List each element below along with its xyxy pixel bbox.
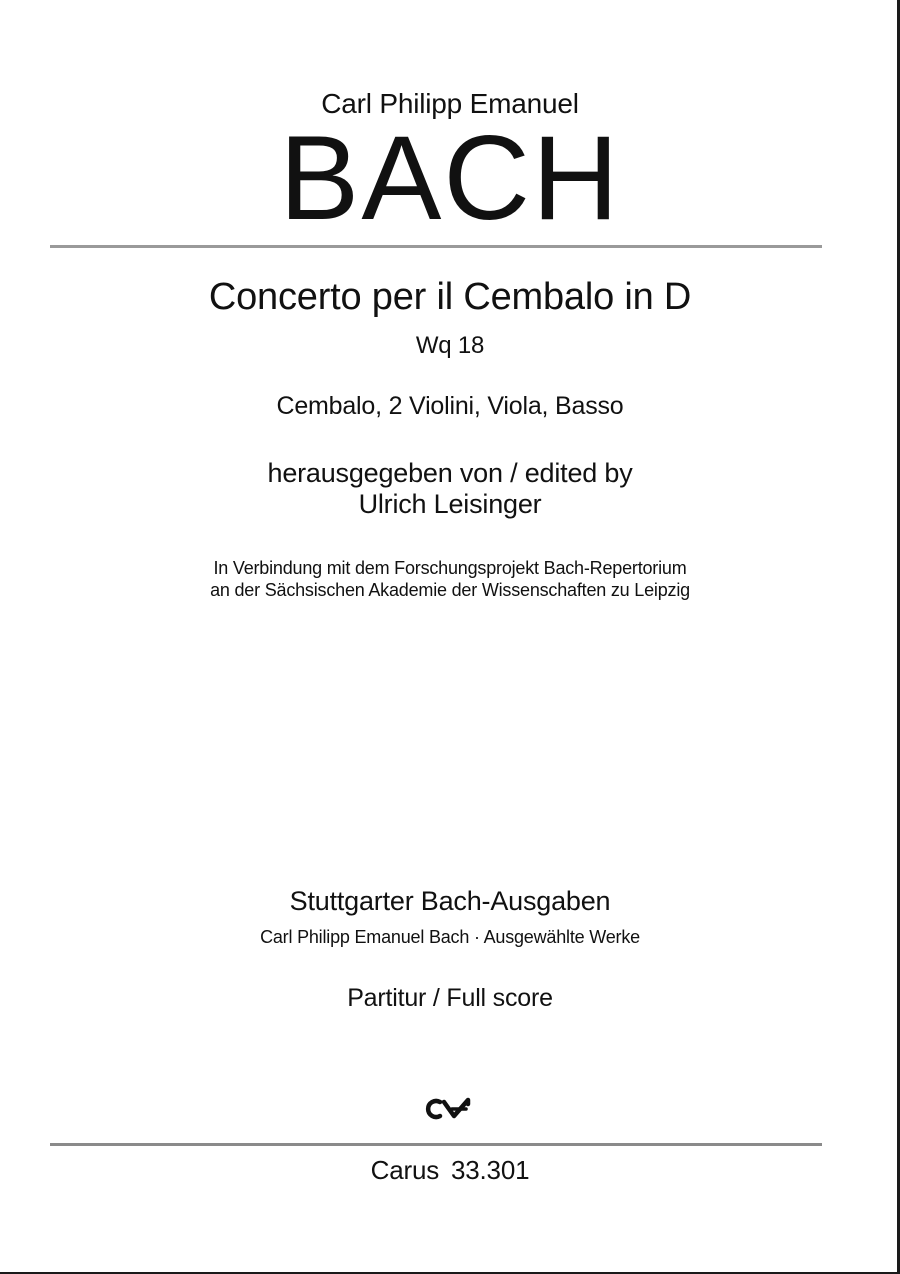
score-type: Partitur / Full score <box>347 984 553 1012</box>
bottom-divider <box>50 1143 822 1146</box>
editor-name: Ulrich Leisinger <box>358 489 542 519</box>
publisher-catalog <box>0 1155 900 1186</box>
publisher-name: Carus <box>370 1155 440 1185</box>
series-subtitle: Carl Philipp Emanuel Bach · Ausgewählte Werke <box>260 927 640 947</box>
composer-given-names: Carl Philipp Emanuel <box>321 88 579 119</box>
affiliation-line-1: In Verbindung mit dem Forschungsprojekt Bach-Repertorium <box>213 558 687 578</box>
work-catalog-number: Wq 18 <box>415 332 485 359</box>
carus-cv-logo-icon <box>0 1096 900 1127</box>
top-divider <box>50 245 822 248</box>
composer-surname: BACH <box>279 111 621 245</box>
work-title: Concerto per il Cembalo in D <box>208 276 692 318</box>
work-scoring: Cembalo, 2 Violini, Viola, Basso <box>276 392 624 420</box>
series-name: Stuttgarter Bach-Ausgaben <box>289 886 611 916</box>
affiliation-line-2: an der Sächsischen Akademie der Wissenschaften zu Leipzig <box>210 580 690 600</box>
publisher-number: 33.301 <box>451 1155 530 1185</box>
edited-by-label: herausgegeben von / edited by <box>267 458 633 488</box>
